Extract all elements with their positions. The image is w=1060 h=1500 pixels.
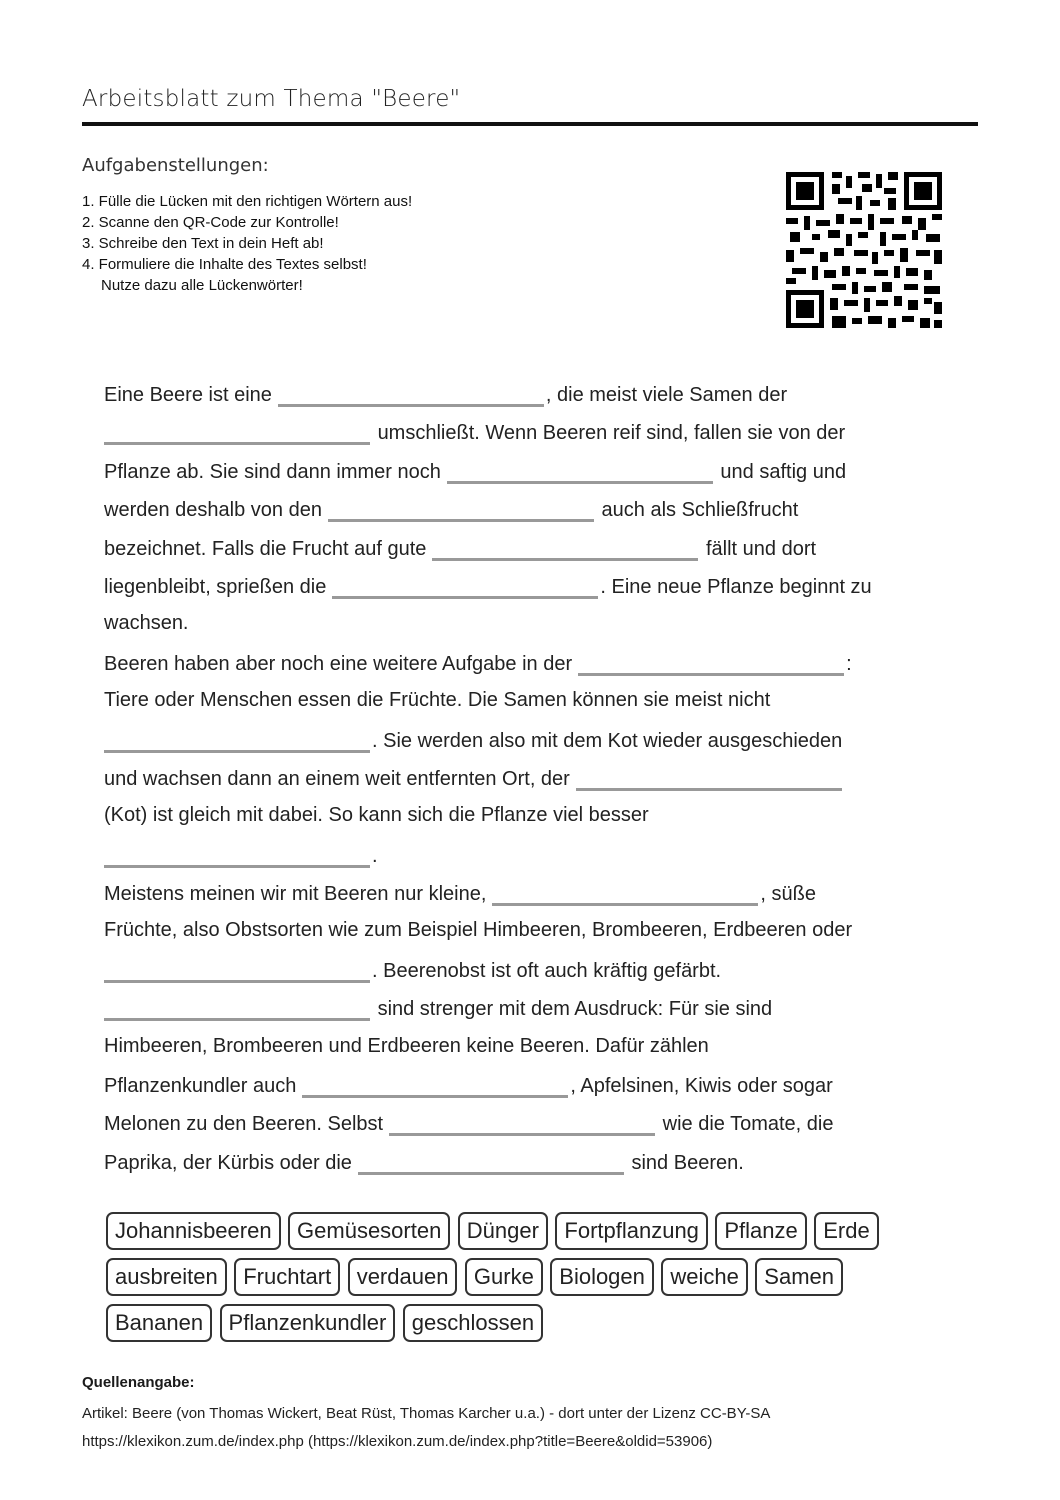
text-segment: . Eine neue Pflanze beginnt zu [600,575,872,598]
text-segment: sind strenger mit dem Ausdruck: Für sie sind [377,998,773,1021]
gap-blank[interactable] [447,451,713,484]
word-chip[interactable]: Pflanzenkundler [220,1304,396,1342]
gap-blank[interactable] [576,758,842,791]
word-chip[interactable]: geschlossen [403,1304,543,1342]
word-chip[interactable]: Biologen [550,1258,654,1296]
task-item: 2. Scanne den QR-Code zur Kontrolle! [82,214,339,231]
word-chip[interactable]: Fortpflanzung [555,1212,708,1250]
text-segment: Tiere oder Menschen essen die Früchte. Die Samen können sie meist nicht [104,689,771,712]
cloze-text [104,374,964,1180]
word-chip[interactable]: Bananen [106,1304,212,1342]
text-segment: Paprika, der Kürbis oder die [104,1151,352,1174]
word-chip[interactable]: verdauen [348,1258,458,1296]
text-segment: . Beerenobst ist oft auch kräftig gefärbt. [372,959,722,982]
text-segment: fällt und dort [705,537,817,560]
gap-blank[interactable] [302,1065,568,1098]
word-bank [106,1212,966,1350]
word-chip[interactable]: Gemüsesorten [288,1212,450,1250]
gap-blank[interactable] [104,835,370,868]
page-title: Arbeitsblatt zum Thema "Beere" [82,86,978,126]
text-segment: Eine Beere ist eine [104,384,272,406]
text-segment: , süße [760,883,816,906]
text-segment: . [372,844,378,867]
task-list [82,191,412,296]
text-segment: wie die Tomate, die [662,1113,834,1136]
text-segment: Himbeeren, Brombeeren und Erdbeeren keine Beeren. Dafür zählen [104,1034,709,1057]
gap-blank[interactable] [389,1103,655,1136]
text-segment: , die meist viele Samen der [545,384,788,406]
gap-blank[interactable] [492,873,758,906]
gap-blank[interactable] [432,528,698,561]
word-chip[interactable]: Johannisbeeren [106,1212,281,1250]
text-segment: auch als Schließfrucht [601,499,799,522]
text-segment: bezeichnet. Falls die Frucht auf gute [104,537,427,560]
word-chip[interactable]: Gurke [465,1258,543,1296]
text-segment: . Sie werden also mit dem Kot wieder ausgeschieden [372,729,843,752]
text-segment: , Apfelsinen, Kiwis oder sogar [570,1075,833,1098]
text-segment: liegenbleibt, sprießen die [104,575,327,598]
text-segment: sind Beeren. [631,1151,744,1174]
word-chip[interactable]: ausbreiten [106,1258,227,1296]
gap-blank[interactable] [278,374,544,407]
source-link[interactable]: https://klexikon.zum.de/index.php (https://klexikon.zum.de/index.php?title=Beere&oldid=53906) [82,1433,713,1450]
gap-blank[interactable] [358,1142,624,1175]
gap-blank[interactable] [332,566,598,599]
gap-blank[interactable] [328,489,594,522]
source-info [82,1400,770,1456]
task-item: 4. Formuliere die Inhalte des Textes selbst! [82,256,367,273]
gap-blank[interactable] [104,950,370,983]
word-chip[interactable]: Erde [814,1212,878,1250]
gap-blank[interactable] [104,988,370,1021]
text-segment: werden deshalb von den [104,499,322,522]
text-segment: und saftig und [720,460,847,483]
task-item: Nutze dazu alle Lückenwörter! [101,277,303,294]
text-segment: : [846,652,852,675]
text-segment: umschließt. Wenn Beeren reif sind, fallen sie von der [377,422,846,445]
gap-blank[interactable] [578,643,844,676]
text-segment: Beeren haben aber noch eine weitere Aufgabe in der [104,652,573,675]
text-segment: wachsen. [104,612,189,635]
word-chip[interactable]: Pflanze [715,1212,806,1250]
tasks-heading: Aufgabenstellungen: [82,155,269,176]
word-chip[interactable]: Samen [755,1258,843,1296]
text-segment: (Kot) ist gleich mit dabei. So kann sich die Pflanze viel besser [104,804,649,827]
word-chip[interactable]: Dünger [458,1212,548,1250]
text-segment: und wachsen dann an einem weit entfernten Ort, der [104,767,570,790]
qr-code-icon[interactable] [784,170,944,330]
text-segment: Meistens meinen wir mit Beeren nur kleine, [104,883,487,906]
text-segment: Melonen zu den Beeren. Selbst [104,1113,384,1136]
text-segment: Pflanze ab. Sie sind dann immer noch [104,460,441,483]
task-item: 3. Schreibe den Text in dein Heft ab! [82,235,324,252]
word-chip[interactable]: Fruchtart [234,1258,340,1296]
source-heading: Quellenangabe: [82,1374,195,1391]
word-chip[interactable]: weiche [661,1258,747,1296]
gap-blank[interactable] [104,720,370,753]
text-segment: Früchte, also Obstsorten wie zum Beispiel Himbeeren, Brombeeren, Erdbeeren oder [104,919,853,942]
gap-blank[interactable] [104,412,370,445]
task-item: 1. Fülle die Lücken mit den richtigen Wörtern aus! [82,193,413,210]
source-line: Artikel: Beere (von Thomas Wickert, Beat Rüst, Thomas Karcher u.a.) - dort unter der Lizenz CC-BY-SA [82,1405,771,1422]
text-segment: Pflanzenkundler auch [104,1075,297,1098]
